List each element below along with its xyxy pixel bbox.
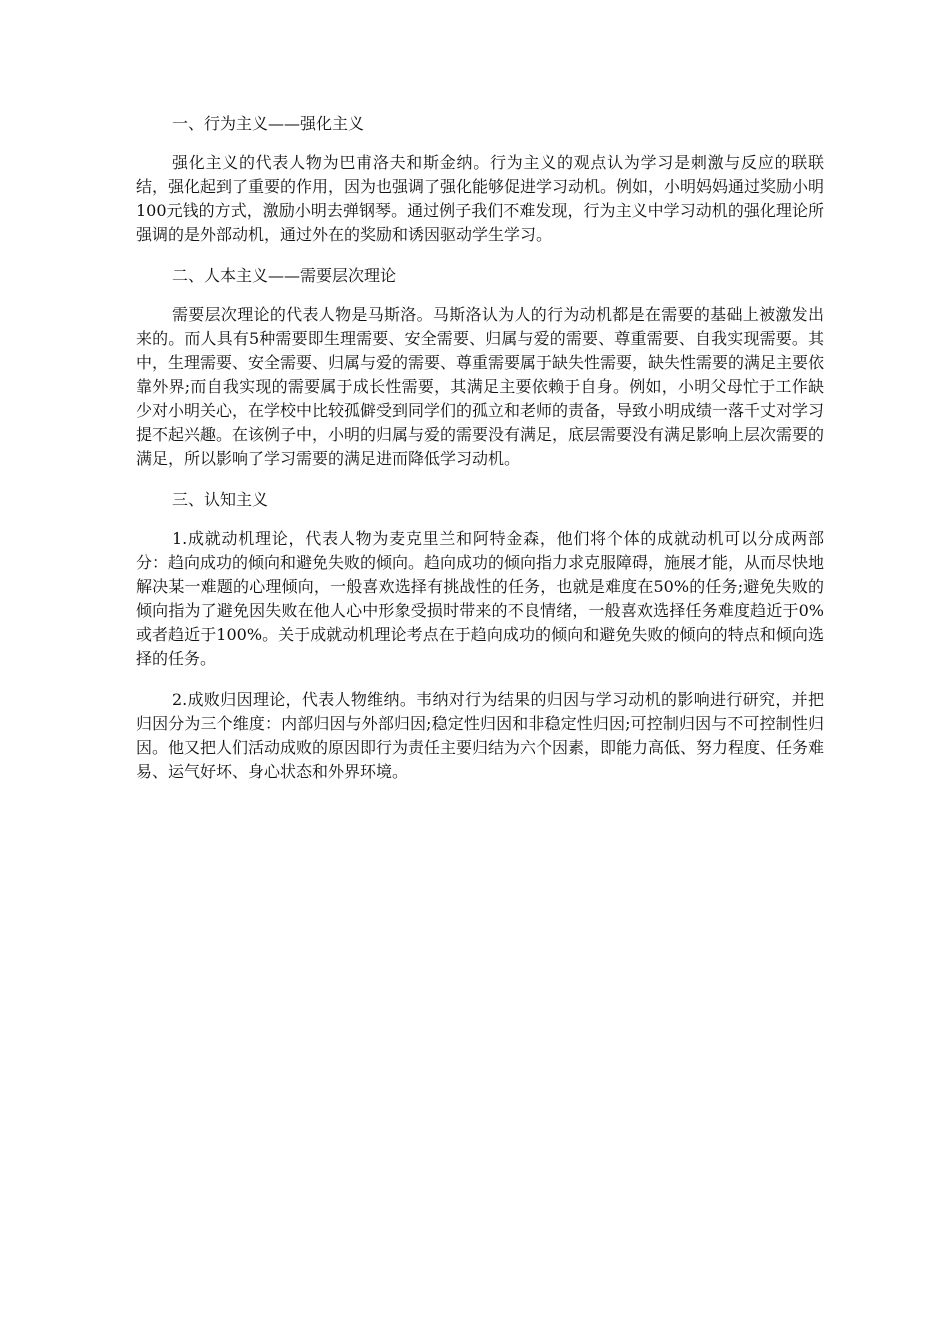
document-body xyxy=(136,112,824,801)
paragraph-needs-hierarchy: 需要层次理论的代表人物是马斯洛。马斯洛认为人的行为动机都是在需要的基础上被激发出来的。而人具有5种需要即生理需要、安全需要、归属与爱的需要、尊重需要、自我实现需要。其中，生理需要、安全需要、归属与爱的需要、尊重需要属于缺失性需要，缺失性需要的满足主要依靠外界;而自我实现的需要属于成长性需要，其满足主要依赖于自身。例如，小明父母忙于工作缺少对小明关心，在学校中比较孤僻受到同学们的孤立和老师的责备，导致小明成绩一落千丈对学习提不起兴趣。在该例子中，小明的归属与爱的需要没有满足，底层需要没有满足影响上层次需要的满足，所以影响了学习需要的满足进而降低学习动机。 xyxy=(136,305,825,468)
section-heading-humanism: 二、人本主义——需要层次理论 xyxy=(172,266,397,285)
paragraph-attribution-theory: 2.成败归因理论，代表人物维纳。韦纳对行为结果的归因与学习动机的影响进行研究，并把归因分为三个维度：内部归因与外部归因;稳定性归因和非稳定性归因;可控制归因与不可控制性归因。他又把人们活动成败的原因即行为责任主要归结为六个因素，即能力高低、努力程度、任务难易、运气好坏、身心状态和外界环境。 xyxy=(136,690,825,781)
section-heading-behaviorism: 一、行为主义——强化主义 xyxy=(172,114,365,133)
paragraph-reinforcement: 强化主义的代表人物为巴甫洛夫和斯金纳。行为主义的观点认为学习是刺激与反应的联联结，强化起到了重要的作用，因为也强调了强化能够促进学习动机。例如，小明妈妈通过奖励小明100元钱的方式，激励小明去弹钢琴。通过例子我们不难发现，行为主义中学习动机的强化理论所强调的是外部动机，通过外在的奖励和诱因驱动学生学习。 xyxy=(136,153,825,244)
paragraph-achievement-motivation: 1.成就动机理论，代表人物为麦克里兰和阿特金森，他们将个体的成就动机可以分成两部分：趋向成功的倾向和避免失败的倾向。趋向成功的倾向指力求克服障碍，施展才能，从而尽快地解决某一难题的心理倾向，一般喜欢选择有挑战性的任务，也就是难度在50%的任务;避免失败的倾向指为了避免因失败在他人心中形象受损时带来的不良情绪，一般喜欢选择任务难度趋近于0%或者趋近于100%。关于成就动机理论考点在于趋向成功的倾向和避免失败的倾向的特点和倾向选择的任务。 xyxy=(136,529,825,668)
section-heading-cognitivism: 三、认知主义 xyxy=(172,490,269,509)
